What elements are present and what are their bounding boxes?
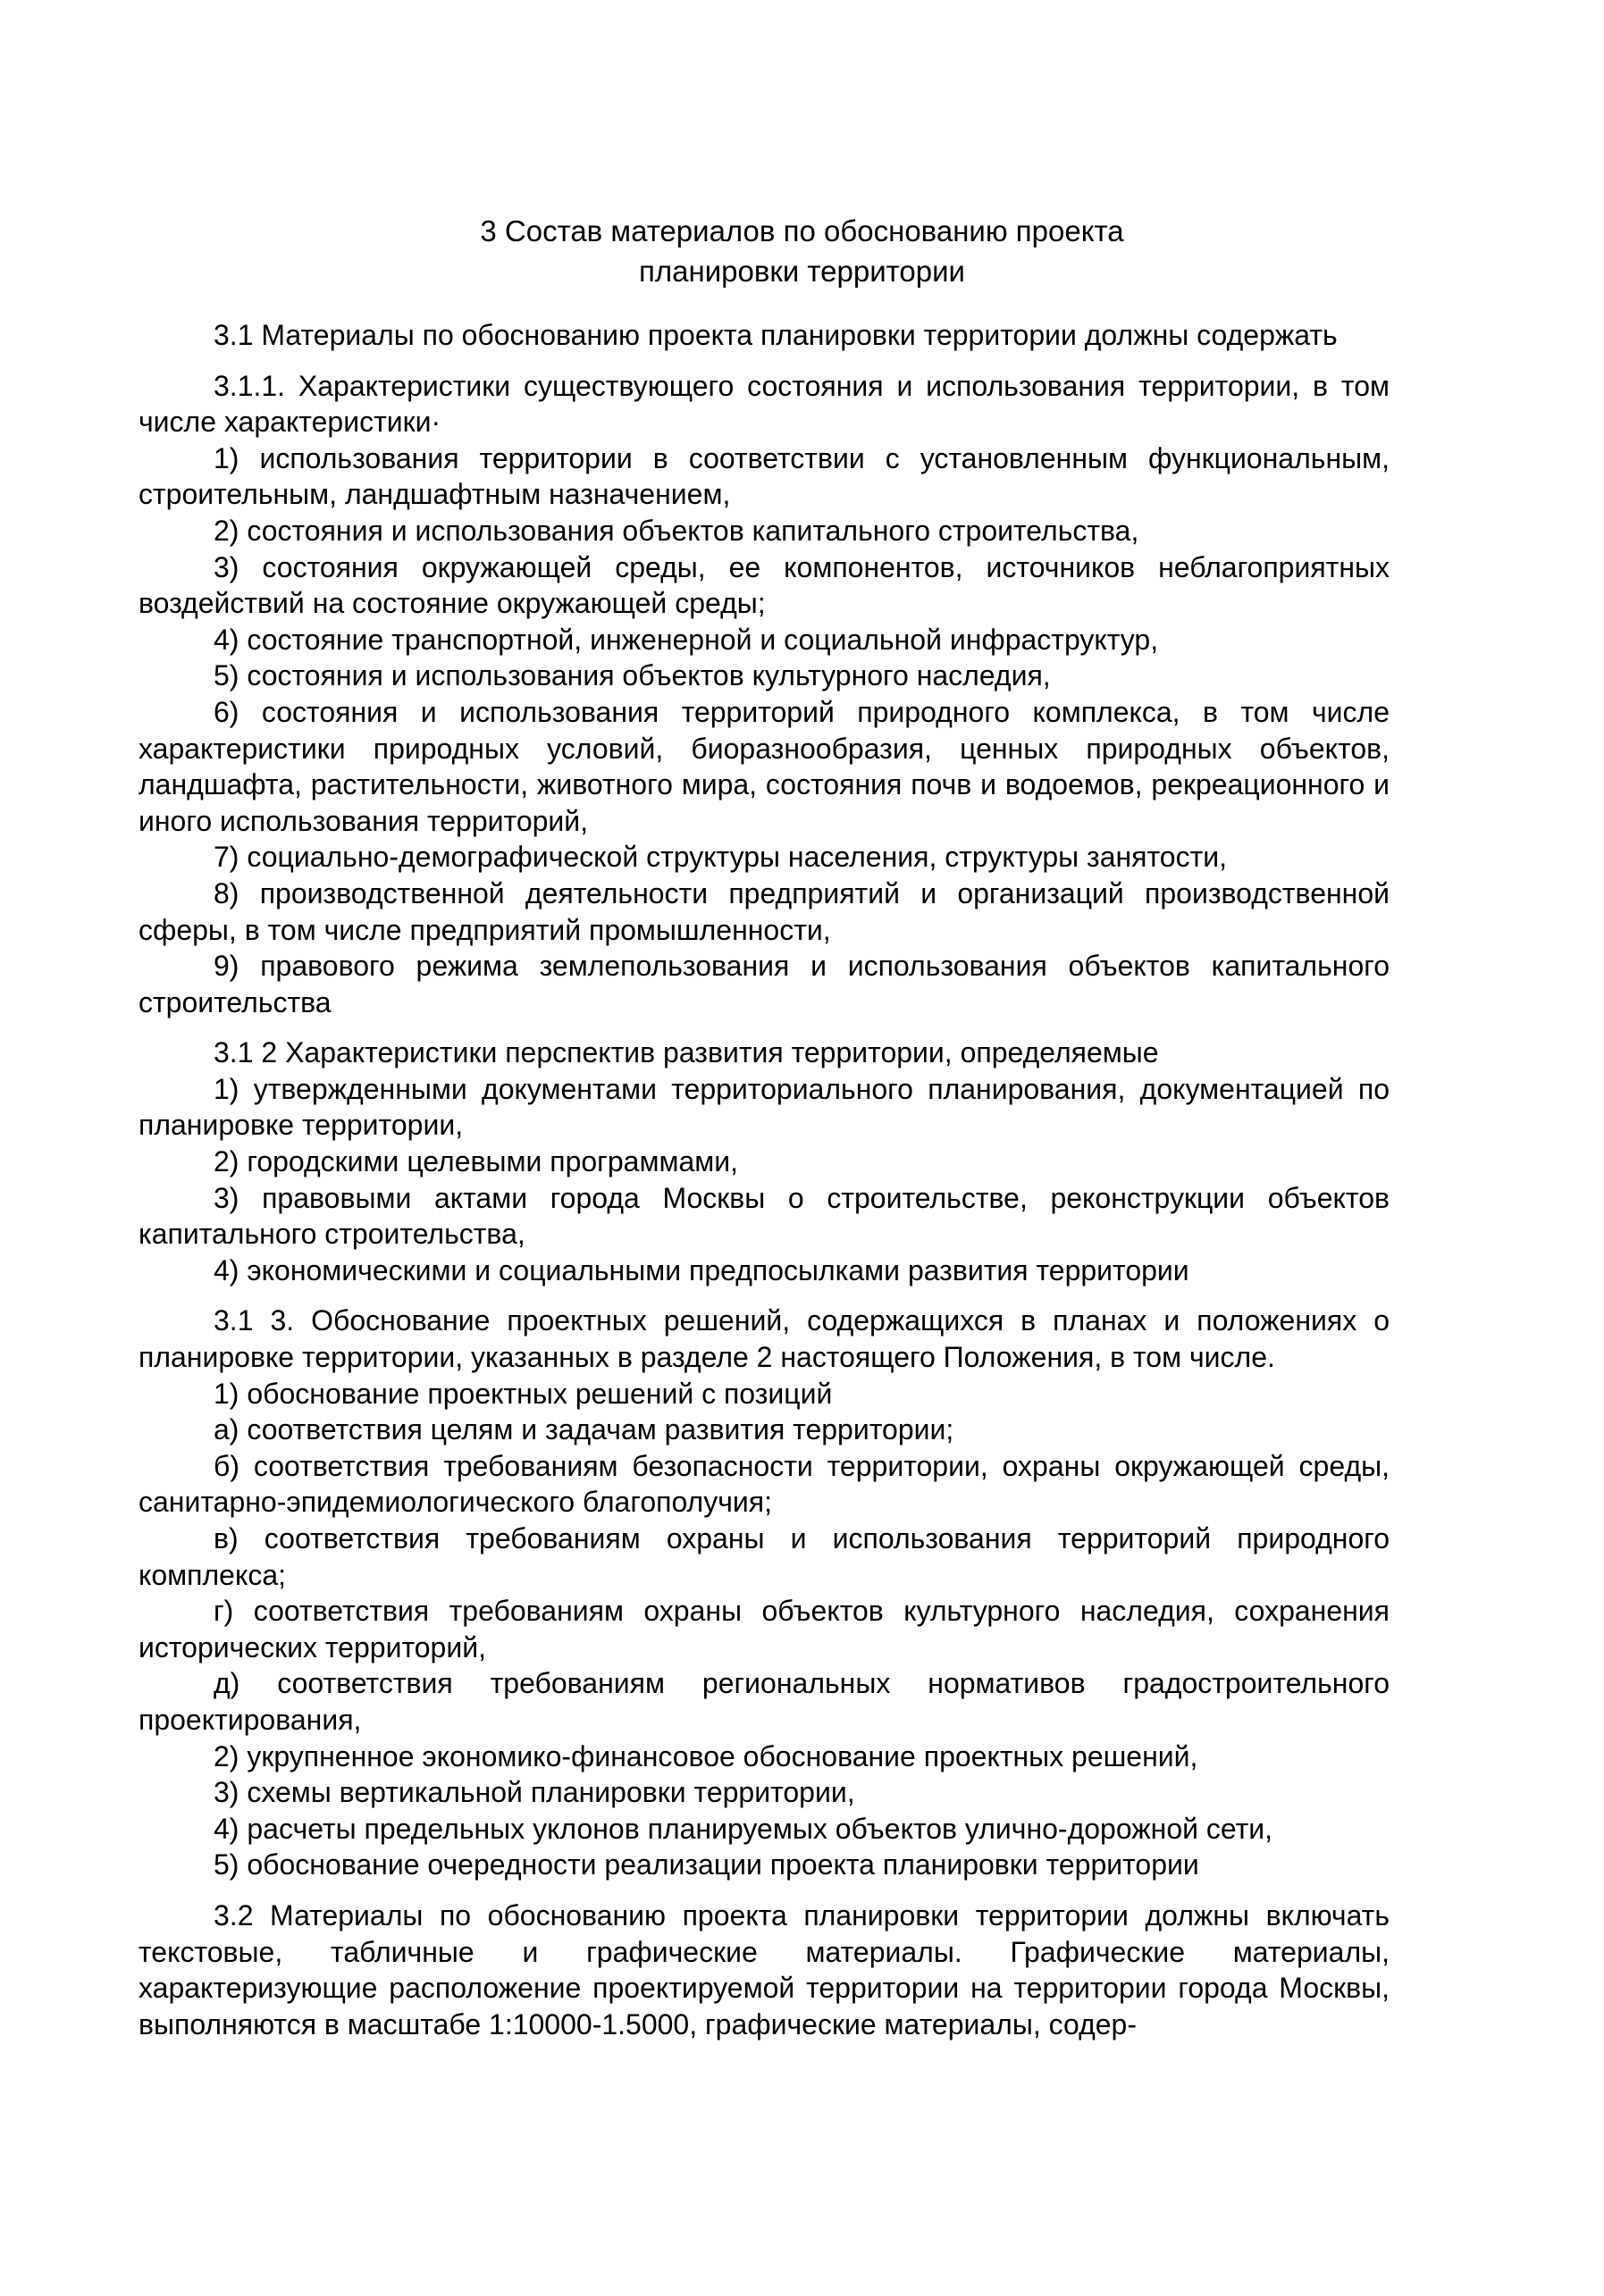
list-item: 5) обоснование очередности реализации проекта планировки территории [214, 1848, 1199, 1881]
section-title-line-2: планировки территории [639, 255, 965, 288]
list-item: в) соответствия требованиям охраны и использования территорий природного комплекса; [139, 1522, 1390, 1591]
paragraph-3-1-3: 3.1 3. Обоснование проектных решений, содержащихся в планах и положениях о планировке территории, указанных в разделе 2 настоящего Положения, в том числе. [139, 1304, 1390, 1374]
list-item: а) соответствия целям и задачам развития территории; [214, 1413, 954, 1446]
list-item: 7) социально-демографической структуры населения, структуры занятости, [214, 841, 1227, 874]
paragraph-3-1: 3.1 Материалы по обоснованию проекта планировки территории должны содержать [214, 319, 1338, 351]
list-item: 1) обоснование проектных решений с позиций [214, 1377, 833, 1410]
document-body [139, 317, 1390, 2042]
list-item: 2) городскими целевыми программами, [214, 1145, 738, 1178]
list-item: д) соответствия требованиям региональных нормативов градостроительного проектирования, [139, 1667, 1390, 1736]
list-item: 3) правовыми актами города Москвы о строительстве, реконструкции объектов капитального строительства, [139, 1181, 1390, 1251]
list-item: 1) использования территории в соответствии с установленным функциональным, строительным, ландшафтным назначением, [139, 441, 1390, 511]
paragraph-3-2: 3.2 Материалы по обоснованию проекта планировки территории должны включать текстовые, табличные и графические материалы. Графические материалы, характеризующие расположение проектируемой территории на территории города Москвы, выполняются в масштабе 1:10000-1.5000, графические материалы, содер- [139, 1898, 1390, 2040]
list-item: б) соответствия требованиям безопасности территории, охраны окружающей среды, санитарно-эпидемиологического благополучия; [139, 1449, 1390, 1519]
paragraph-3-1-1: 3.1.1. Характеристики существующего состояния и использования территории, в том числе характеристики· [139, 369, 1390, 439]
list-item: 3) состояния окружающей среды, ее компонентов, источников неблагоприятных воздействий на состояние окружающей среды; [139, 550, 1390, 620]
list-item: 2) укрупненное экономико-финансовое обоснование проектных решений, [214, 1739, 1198, 1772]
list-item: 8) производственной деятельности предприятий и организаций производственной сферы, в том числе предприятий промышленности, [139, 876, 1390, 946]
list-item: 1) утвержденными документами территориального планирования, документацией по планировке территории, [139, 1072, 1390, 1142]
list-item: г) соответствия требованиям охраны объектов культурного наследия, сохранения исторических территорий, [139, 1595, 1390, 1663]
list-item: 5) состояния и использования объектов культурного наследия, [214, 659, 1051, 692]
list-item: 9) правового режима землепользования и использования объектов капитального строительства [139, 950, 1390, 1018]
list-item: 4) расчеты предельных уклонов планируемых объектов улично-дорожной сети, [214, 1812, 1273, 1845]
list-item: 4) состояние транспортной, инженерной и социальной инфраструктур, [214, 623, 1159, 656]
list-item: 2) состояния и использования объектов капитального строительства, [214, 514, 1139, 547]
list-item: 4) экономическими и социальными предпосылками развития территории [214, 1253, 1189, 1286]
paragraph-3-1-2: 3.1 2 Характеристики перспектив развития территории, определяемые [214, 1036, 1159, 1069]
list-item: 6) состояния и использования территорий природного комплекса, в том числе характеристики природных условий, биоразнообразия, ценных природных объектов, ландшафта, растительности, животного мира, состояния почв и водоемов, рекреационного и иного использования территорий, [139, 695, 1390, 837]
section-title-line-1: 3 Состав материалов по обоснованию проекта [480, 214, 1124, 247]
section-title [268, 211, 1336, 291]
list-item: 3) схемы вертикальной планировки территории, [214, 1776, 855, 1809]
